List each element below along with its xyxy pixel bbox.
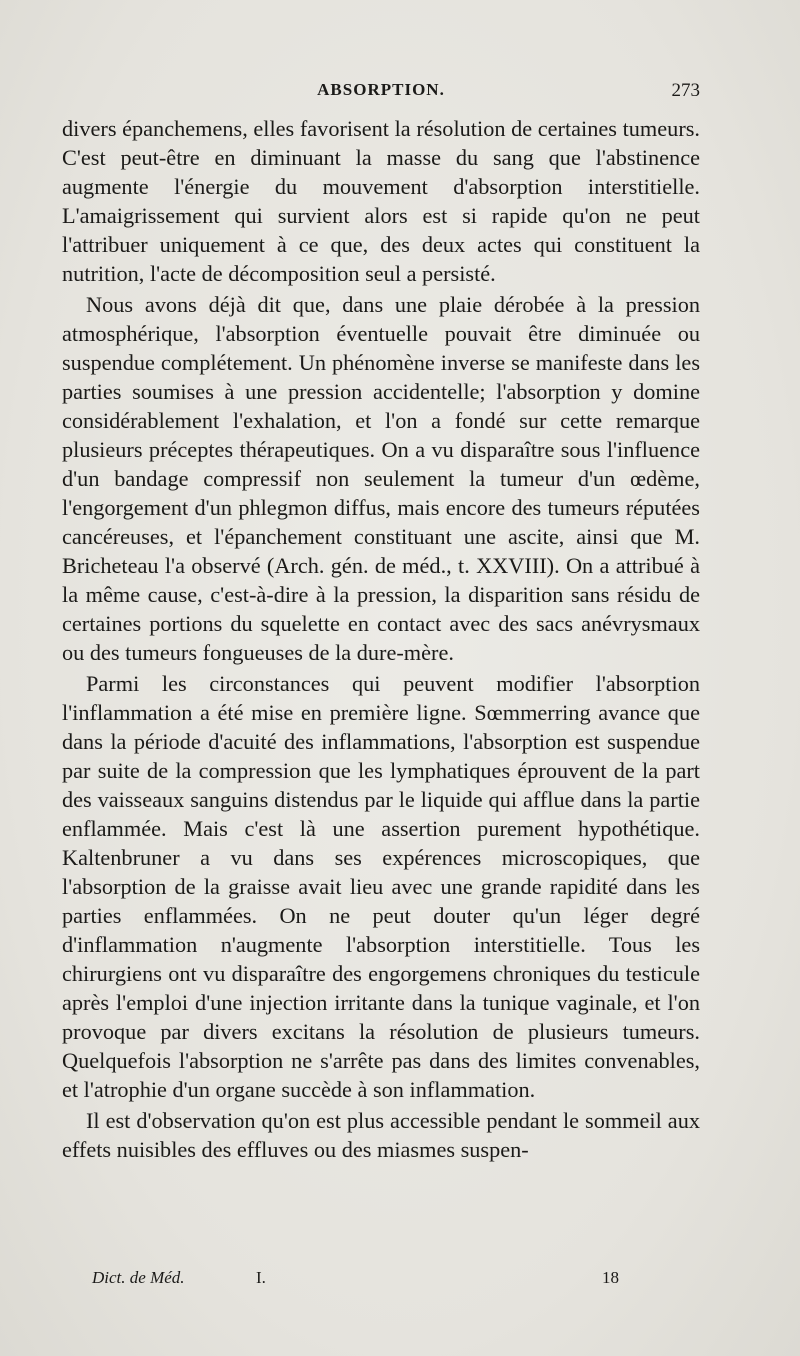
signature-number: 18 bbox=[602, 1268, 619, 1287]
page-footer bbox=[92, 1268, 702, 1294]
running-title: ABSORPTION. bbox=[317, 80, 445, 99]
paragraph-inflammation: Parmi les circonstances qui peuvent modifier l'absorption l'inflammation a été mise en première ligne. Sœmmerring avance que dans la période d'acuité des inflammations, l'absorption est suspendue par suite de la compression que les lymphatiques éprouvent de la part des vaisseaux sanguins distendus par le liquide qui afflue dans la partie enflammée. Mais c'est là une assertion purement hypothétique. Kaltenbruner a vu dans ses expérences microscopiques, que l'absorption de la graisse avait lieu avec une grande rapidité dans les parties enflammées. On ne peut douter qu'un léger degré d'inflammation n'augmente l'absorption interstitielle. Tous les chirurgiens ont vu disparaître des engorgemens chroniques du testicule après l'emploi d'une injection irritante dans la tunique vaginale, et l'on provoque par divers excitans la résolution de plusieurs tumeurs. Quelquefois l'absorption ne s'arrête pas dans des limites convenables, et l'atrophie d'un organe succède à son inflammation. bbox=[62, 671, 700, 1102]
page-header bbox=[62, 80, 700, 110]
signature-volume: I. bbox=[256, 1268, 266, 1287]
page-number: 273 bbox=[671, 80, 700, 101]
paragraph-continuation: divers épanchemens, elles favorisent la résolution de certaines tumeurs. C'est peut-être en diminuant la masse du sang que l'abstinence augmente l'énergie du mouvement d'absorption interstitielle. L'amaigrissement qui survient alors est si rapide qu'on ne peut l'attribuer uniquement à ce que, des deux actes qui constituent la nutrition, l'acte de décomposition seul a persisté. bbox=[62, 116, 700, 286]
text-body bbox=[62, 114, 700, 1164]
paragraph-sleep: Il est d'observation qu'on est plus accessible pendant le sommeil aux effets nuisibles des effluves ou des miasmes suspen- bbox=[62, 1108, 700, 1162]
signature-title: Dict. de Méd. bbox=[92, 1268, 185, 1287]
paragraph-pressure: Nous avons déjà dit que, dans une plaie dérobée à la pression atmosphérique, l'absorption éventuelle pouvait être diminuée ou suspendue complétement. Un phénomène inverse se manifeste dans les parties soumises à une pression accidentelle; l'absorption y domine considérablement l'exhalation, et l'on a fondé sur cette remarque plusieurs préceptes thérapeutiques. On a vu disparaître sous l'influence d'un bandage compressif non seulement la tumeur d'un œdème, l'engorgement d'un phlegmon diffus, mais encore des tumeurs réputées cancéreuses, et l'épanchement constituant une ascite, ainsi que M. Bricheteau l'a observé (Arch. gén. de méd., t. XXVIII). On a attribué à la même cause, c'est-à-dire à la pression, la disparition sans résidu de certaines portions du squelette en contact avec des sacs anévrysmaux ou des tumeurs fongueuses de la dure-mère. bbox=[62, 292, 700, 665]
